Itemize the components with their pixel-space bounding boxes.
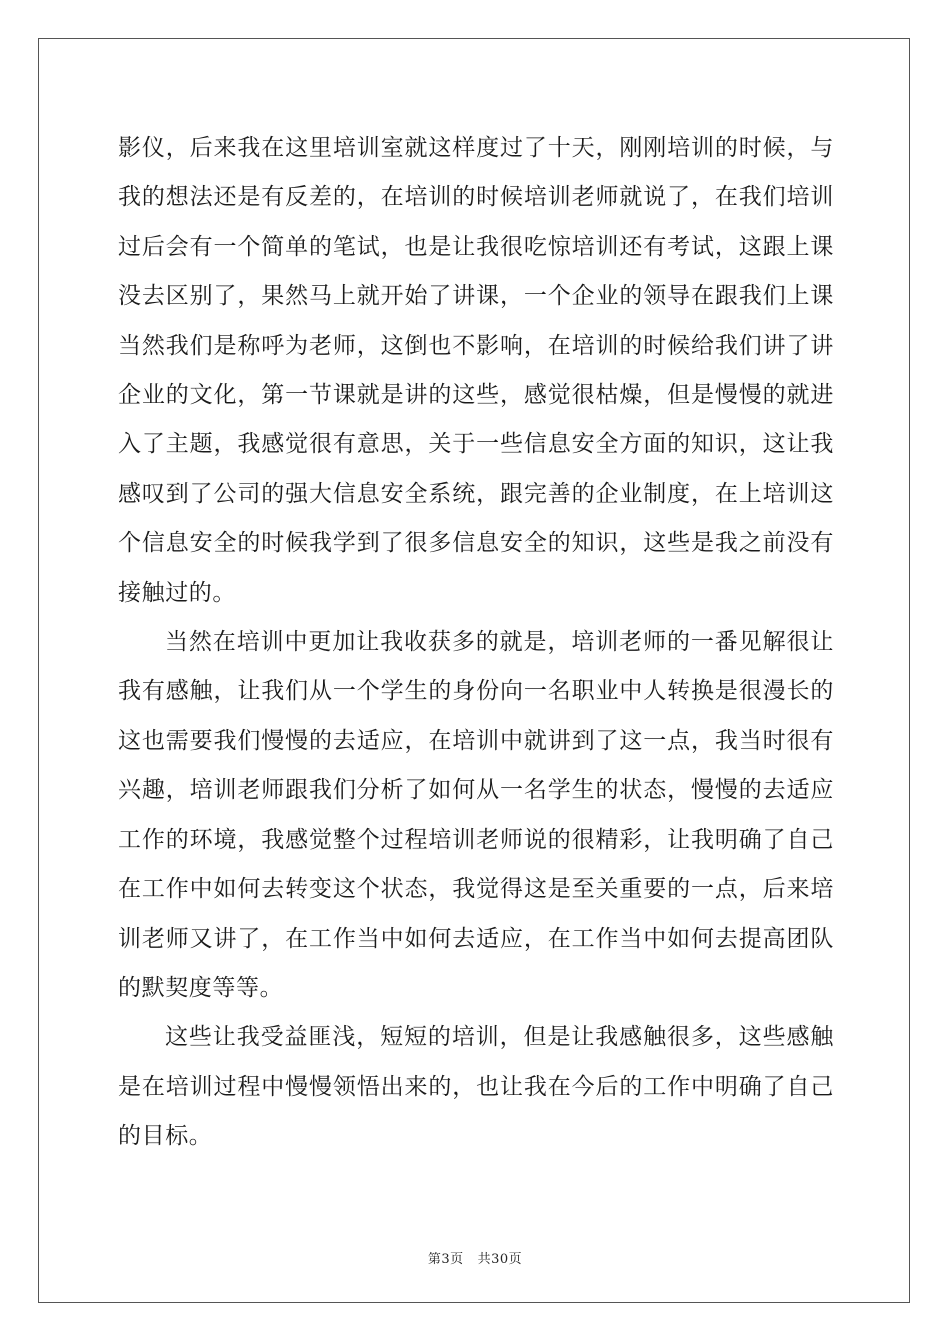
paragraph-3: 这些让我受益匪浅，短短的培训，但是让我感触很多，这些感触是在培训过程中慢慢领悟出来的，也让我在今后的工作中明确了自己的目标。 bbox=[118, 1024, 834, 1150]
page-footer bbox=[0, 1248, 950, 1267]
document-body bbox=[118, 124, 834, 1162]
page-number-current: 第3页 bbox=[427, 1252, 464, 1267]
page-number-total: 共30页 bbox=[477, 1252, 523, 1267]
paragraph-1: 影仪，后来我在这里培训室就这样度过了十天，刚刚培训的时候，与我的想法还是有反差的，在培训的时候培训老师就说了，在我们培训过后会有一个简单的笔试，也是让我很吃惊培训还有考试，这跟上课没去区别了，果然马上就开始了讲课，一个企业的领导在跟我们上课当然我们是称呼为老师，这倒也不影响，在培训的时候给我们讲了讲企业的文化，第一节课就是讲的这些，感觉很枯燥，但是慢慢的就进入了主题，我感觉很有意思，关于一些信息安全方面的知识，这让我感叹到了公司的强大信息安全系统，跟完善的企业制度，在上培训这个信息安全的时候我学到了很多信息安全的知识，这些是我之前没有接触过的。 bbox=[118, 135, 834, 606]
paragraph-2: 当然在培训中更加让我收获多的就是，培训老师的一番见解很让我有感触，让我们从一个学生的身份向一名职业中人转换是很漫长的这也需要我们慢慢的去适应，在培训中就讲到了这一点，我当时很有兴趣，培训老师跟我们分析了如何从一名学生的状态，慢慢的去适应工作的环境，我感觉整个过程培训老师说的很精彩，让我明确了自己在工作中如何去转变这个状态，我觉得这是至关重要的一点，后来培训老师又讲了，在工作当中如何去适应，在工作当中如何去提高团队的默契度等等。 bbox=[118, 629, 834, 1001]
